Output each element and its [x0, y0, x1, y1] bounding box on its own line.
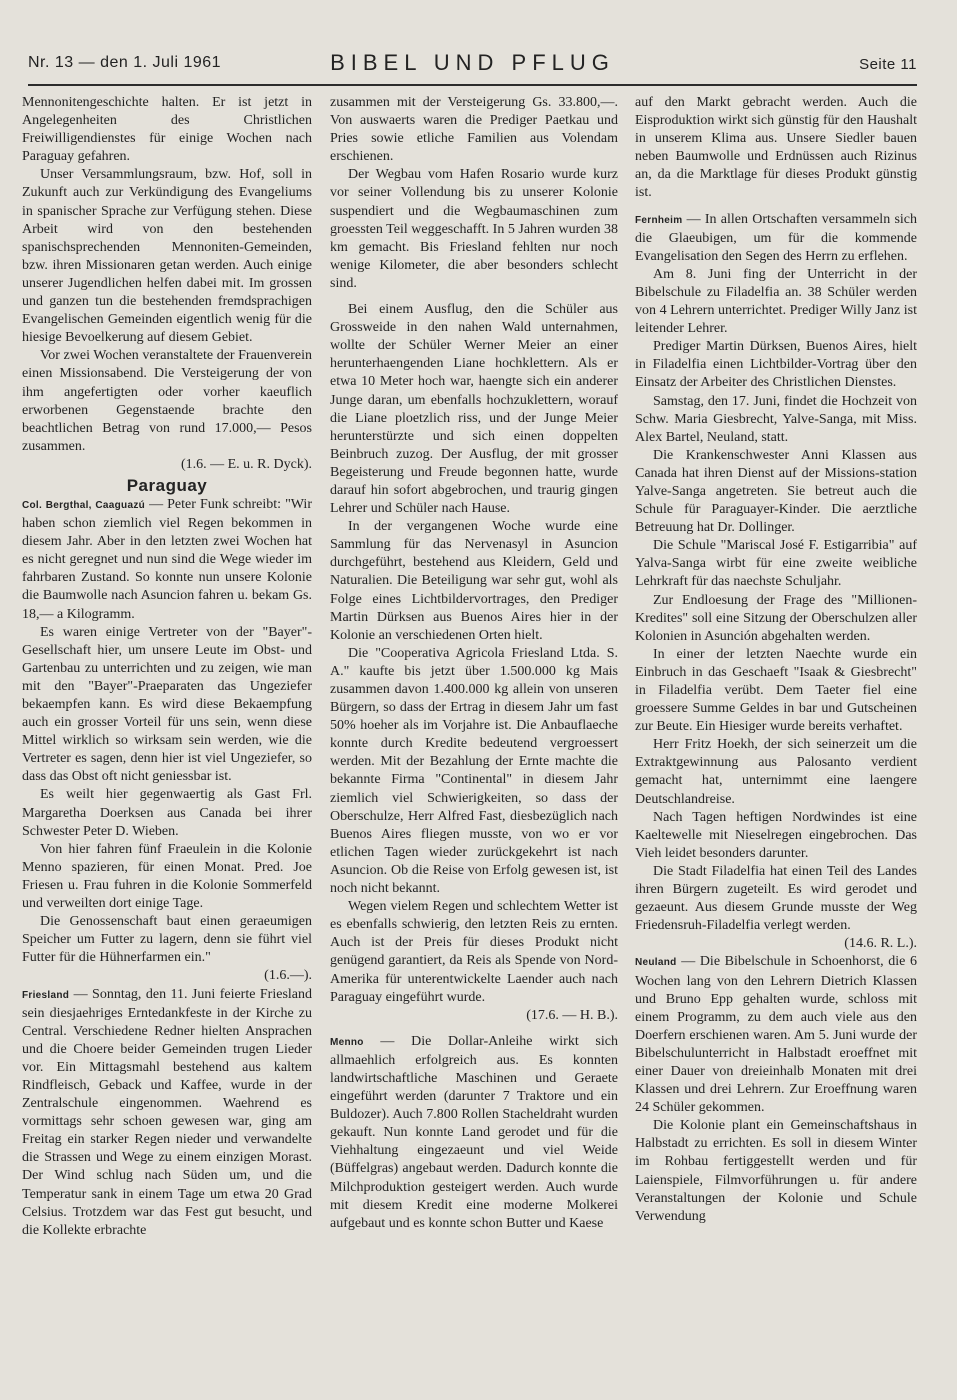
paragraph: Am 8. Juni fing der Unterricht in der Bibelschule zu Filadelfia an. 38 Schüler werden von 4 Lehrern unterrichtet. Prediger Willy Janz ist leitender Lehrer.: [635, 266, 917, 337]
paragraph-text: Die Genossenschaft baut einen geraeumigen Speicher um Futter zu lagern, denn sie führt viel Futter für die Hühnerfarmen ein.": [22, 914, 312, 966]
paragraph: [22, 913, 312, 985]
paragraph-text: Wegen vielem Regen und schlechtem Wetter ist es ebenfalls schwierig, den letzten Reis zu ernten. Auch ist der Preis für dieses Produkt nicht genügend garantiert, da Reis als Spende von Nord-Amerika für unterentwickelte Laender auch nach Paraguay eingeführt wurde.: [330, 899, 618, 1005]
paragraph: [22, 986, 312, 1240]
paragraph-text: — Sonntag, den 11. Juni feierte Friesland sein diesjaehriges Erntedankfeste in der Kirche zu Central. Verschiedene Redner hielten Ansprachen und die Choere beider Gemeinden trugen Lieder vor. Ein Mittagsmahl bestehend aus kaltem Rindfleisch, Geback und Kaffee, wurde in der Zentralschule eingenommen. Waehrend es vormittags sehr schoen gewesen war, ging am Freitag ein starker Regen nieder und verwandelte die Strassen und Wege zu einem einzigen Morast. Der Wind schlug nach Süden um, und die Temperatur sank in einem Tage um etwa 20 Grad Celsius. Trotzdem war das Fest gut besucht, und die Kollekte erbrachte: [22, 986, 312, 1238]
paragraph-text: Die Stadt Filadelfia hat einen Teil des Landes ihren Bürgern zugeteilt. Es wird gerodet und gezaeunt. Aus diesem Grunde musste der Weg Friedensruh-Filadelfia verlegt werden.: [635, 863, 917, 934]
page-header: [28, 48, 917, 88]
column-2: [330, 94, 618, 1394]
paragraph: In einer der letzten Naechte wurde ein Einbruch in das Geschaeft "Isaak & Giesbrecht" in Filadelfia verübt. Dem Taeter fiel eine groessere Summe Geldes in bar und Gutscheinen zur Beute. Ein Hiesiger wurde bereits verhaftet.: [635, 646, 917, 735]
paragraph: Die "Cooperativa Agricola Friesland Ltda. S. A." kaufte bis jetzt über 1.500.000 kg Mais zusammen davon 1.400.000 kg allein von unseren Bürgern, so dass der Ertrag in diesem Jahr um fast 50% hoeher als im Vorjahre ist. Die Anbauflaeche konnte durch Kredite bedeutend vergroessert werden. Mit der Bezahlung der Ernte machte die bekannte Firma "Continental" in diesem Jahr ziemlich viel Schwierigkeiten, so dass der Oberschulze, Herr Alfred Fast, diesbezüglich nach Buenos Aires fliegen musste, von wo er vor etlichen Tagen wieder zurückgekehrt ist nach Asuncion. Ob die Reise von Erfolg gewesen ist, ist noch nicht bekannt.: [330, 645, 618, 897]
paragraph: auf den Markt gebracht werden. Auch die Eisproduktion wirkt sich günstig für den Haushalt in unserem Klima aus. Unsere Siedler bauen neben Baumwolle und Erdnüssen auch Rizinus an, da die Marktlage für dieses Produkt günstig ist.: [635, 95, 917, 201]
byline: (17.6. — H. B.).: [526, 1007, 618, 1023]
paragraph: zusammen mit der Versteigerung Gs. 33.800,—. Von auswaerts waren die Prediger Paetkau und Pries sowie etliche Familien aus Volendam erschienen.: [330, 95, 618, 165]
paragraph: Von hier fahren fünf Fraeulein in die Kolonie Menno spazieren, für einen Monat. Pred. Joe Friesen u. Frau fuhren in die Kolonie Sommerfeld und verweilten dort einige Tage.: [22, 841, 312, 912]
paragraph: [635, 863, 917, 953]
paragraph: Die Kolonie plant ein Gemeinschaftshaus in Halbstadt zu errichten. Es soll in diesem Winter im Rohbau fertiggestellt werden und für Laienspiele, Filmvorführungen u. für andere Veranstaltungen der Kolonie und Schule Verwendung: [635, 1118, 917, 1224]
paragraph: In der vergangenen Woche wurde eine Sammlung für das Nervenasyl in Asuncion durchgeführt, bestehend aus Kleidern, Geld und Naturalien. Die Beteiligung war sehr gut, wohl als Folge eines Lichtbildervortrages, den Prediger Martin Dürksen aus Buenos Aires hier in der Kolonie an verschiedenen Orten hielt.: [330, 519, 618, 643]
masthead-title: BIBEL UND PFLUG: [330, 50, 615, 75]
paragraph: Bei einem Ausflug, den die Schüler aus Grossweide in den nahen Wald unternahmen, wollte der Schüler Werner Meier an einer herunterhaengenden Liane hochklettern. Als er etwa 10 Meter hoch war, haengte sich ein anderer Junge daran, um ebenfalls hochzuklettern, worauf die Liane ploetzlich riss, und der Junge Meier herunterstürzte und sich einen doppelten Beinbruch zuzog. Der Ausflug, der mit grosser Begeisterung und Freude begonnen hatte, wurde darauf hin sofort abgebrochen, und traurig gingen Lehrer und Schüler nach Hause.: [330, 302, 618, 517]
paragraph: [22, 347, 312, 474]
paragraph: [635, 953, 917, 1117]
paragraph: Nach Tagen heftigen Nordwindes ist eine Kaeltewelle mit Nieselregen eingebrochen. Das Vieh leidet besonders darunter.: [635, 809, 917, 861]
paragraph: Prediger Martin Dürksen, Buenos Aires, hielt in Filadelfia einen Lichtbilder-Vortrag über den Einsatz der Arbeiter des Christlichen Dienstes.: [635, 339, 917, 391]
paragraph-text: — Die Dollar-Anleihe wirkt sich allmaehlich erfolgreich aus. Es konnten landwirtschaftliche Maschinen und Geraete eingeführt werden (darunter 7 Traktore und ein Buldozer). Auch 7.800 Rollen Stacheldraht wurden gekauft. Nun konnte Land gerodet und für die Viehhaltung eingezaeunt und viel Weide (Büffelgras) angebaut werden. Dadurch konnte die Milchproduktion gesteigert werden. Auch wurde mit diesem Kredit eine moderne Molkerei aufgebaut und es konnte schon Butter und Kaese: [330, 1033, 618, 1231]
paragraph-text: — In allen Ortschaften versammeln sich die Glaeubigen, um für die kommende Evangelisation den Segen des Herrn zu erflehen.: [635, 211, 917, 264]
paragraph-text: — Die Bibelschule in Schoenhorst, die 6 Wochen lang von den Lehrern Dietrich Klassen und Bruno Epp gehalten wurde, schloss mit einem Programm, zu dem auch viele aus den Doerfern erschienen waren. Am 5. Juni wurde der Bibelschulunterricht in Halbstadt eroeffnet mit einer Dauer von dreieinhalb Monaten mit drei Klassen und drei Lehrern. Zur Eroeffnung waren 24 Schüler gekommen.: [635, 954, 917, 1116]
place-name: Fernheim: [635, 214, 683, 226]
paragraph: Die Krankenschwester Anni Klassen aus Canada hat ihren Dienst auf der Missions-station Yalve-Sanga angetreten. Sie betreut auch die Schule für Paraguayer-Kinder. Die aerztliche Betreuung hat Dr. Dollinger.: [635, 447, 917, 536]
byline: (14.6. R. L.).: [844, 936, 917, 952]
byline: (1.6.—).: [264, 968, 312, 984]
paragraph: Mennonitengeschichte halten. Er ist jetzt in Angelegenheiten des Christlichen Freiwilligendienstes für einige Wochen nach Paraguay gefahren.: [22, 95, 312, 165]
place-name: Neuland: [635, 957, 677, 969]
paragraph: Unser Versammlungsraum, bzw. Hof, soll in Zukunft auch zur Verkündigung des Evangeliums in spanischer Sprache zur Verfügung stehen. Diese Arbeit wird von den bestehenden spanischsprechenden Mennoniten-Gemeinden, bzw. ihren Missionaren getan werden. Auch einige unserer Jugendlichen helfen dabei mit. Im grossen und ganzen tun die bestehenden fremdsprachigen Evangelischen Gemeinden eigentlich wenig für die hiesige Bevoelkerung auf diesem Gebiet.: [22, 167, 312, 346]
paragraph: Die Schule "Mariscal José F. Estigarribia" auf Yalva-Sanga wirbt für eine zweite weibliche Lehrkraft für das naechste Schuljahr.: [635, 538, 917, 590]
paragraph: Zur Endloesung der Frage des "Millionen-Kredites" soll eine Sitzung der Oberschulzen aller Kolonien in Asunción abgehalten werden.: [635, 592, 917, 644]
byline: (1.6. — E. u. R. Dyck).: [180, 456, 312, 472]
paragraph: [330, 898, 618, 1025]
place-name: Menno: [330, 1036, 364, 1048]
paragraph-text: — Peter Funk schreibt: "Wir haben schon ziemlich viel Regen bekommen in diesem Jahr. Aber in den letzten zwei Wochen hat es nicht geregnet und nun sind die Wege wieder im fahrbaren Zustand. So konnte nun unsere Kolonie die Baumwolle nach Asuncion fahren u. bekam Gs. 18,— a Kilogramm.: [22, 496, 312, 622]
paragraph: Es waren einige Vertreter von der "Bayer"-Gesellschaft hier, um unsere Leute im Obst- und Gartenbau zu unterrichten und zu zeigen, wie man mit den "Bayer"-Praeparaten das Ungeziefer bekaempfen kann. Es wird diese Bekaempfung auch ein grosser Vorteil für uns sein, wenn diese Mittel wirklich so wirksam sein werden, wie die Vertreter es sagen, denn hier ist viel Ungeziefer, so dass das Obst oft nicht geniessbar ist.: [22, 624, 312, 785]
column-1: [22, 94, 312, 1394]
issue-date: Nr. 13 — den 1. Juli 1961: [28, 54, 222, 71]
place-name: Col. Bergthal, Caaguazú: [22, 499, 146, 511]
paragraph-text: Vor zwei Wochen veranstaltete der Frauenverein einen Missionsabend. Die Versteigerung der von ihm angefertigten oder vorher kaeuflich erworbenen Gegenstaende brachte den beachtlichen Betrag von rund 17.000,— Pesos zusammen.: [22, 348, 312, 454]
paragraph: Es weilt hier gegenwaertig als Gast Frl. Margaretha Doerksen aus Canada bei ihrer Schwester Peter D. Wieben.: [22, 787, 312, 839]
paragraph: Herr Fritz Hoekh, der sich seinerzeit um die Extraktgewinnung aus Palosanto verdient gemacht hat, unternimmt eine laengere Deutschlandreise.: [635, 737, 917, 807]
paragraph: [330, 1033, 618, 1233]
paragraph: [635, 211, 917, 266]
paragraph: Samstag, den 17. Juni, findet die Hochzeit von Schw. Maria Giesbrecht, Yalve-Sanga, mit Miss. Alex Bartel, Neuland, statt.: [635, 393, 917, 445]
paragraph: [22, 496, 312, 624]
place-name: Friesland: [22, 989, 70, 1001]
header-rule: [28, 84, 917, 86]
section-heading: Paraguay: [126, 475, 208, 495]
column-3: [635, 94, 917, 1394]
paragraph: Der Wegbau vom Hafen Rosario wurde kurz vor seiner Vollendung bis zu unserer Kolonie suspendiert und die Wegbaumaschinen zum groessten Teil weggeschafft. In 5 Jahren wurden 38 km gemacht. Bis Friesland fehlten nur noch wenige Kilometer, die aber besonders schlecht sind.: [330, 167, 618, 291]
page-number: Seite 11: [859, 56, 917, 73]
